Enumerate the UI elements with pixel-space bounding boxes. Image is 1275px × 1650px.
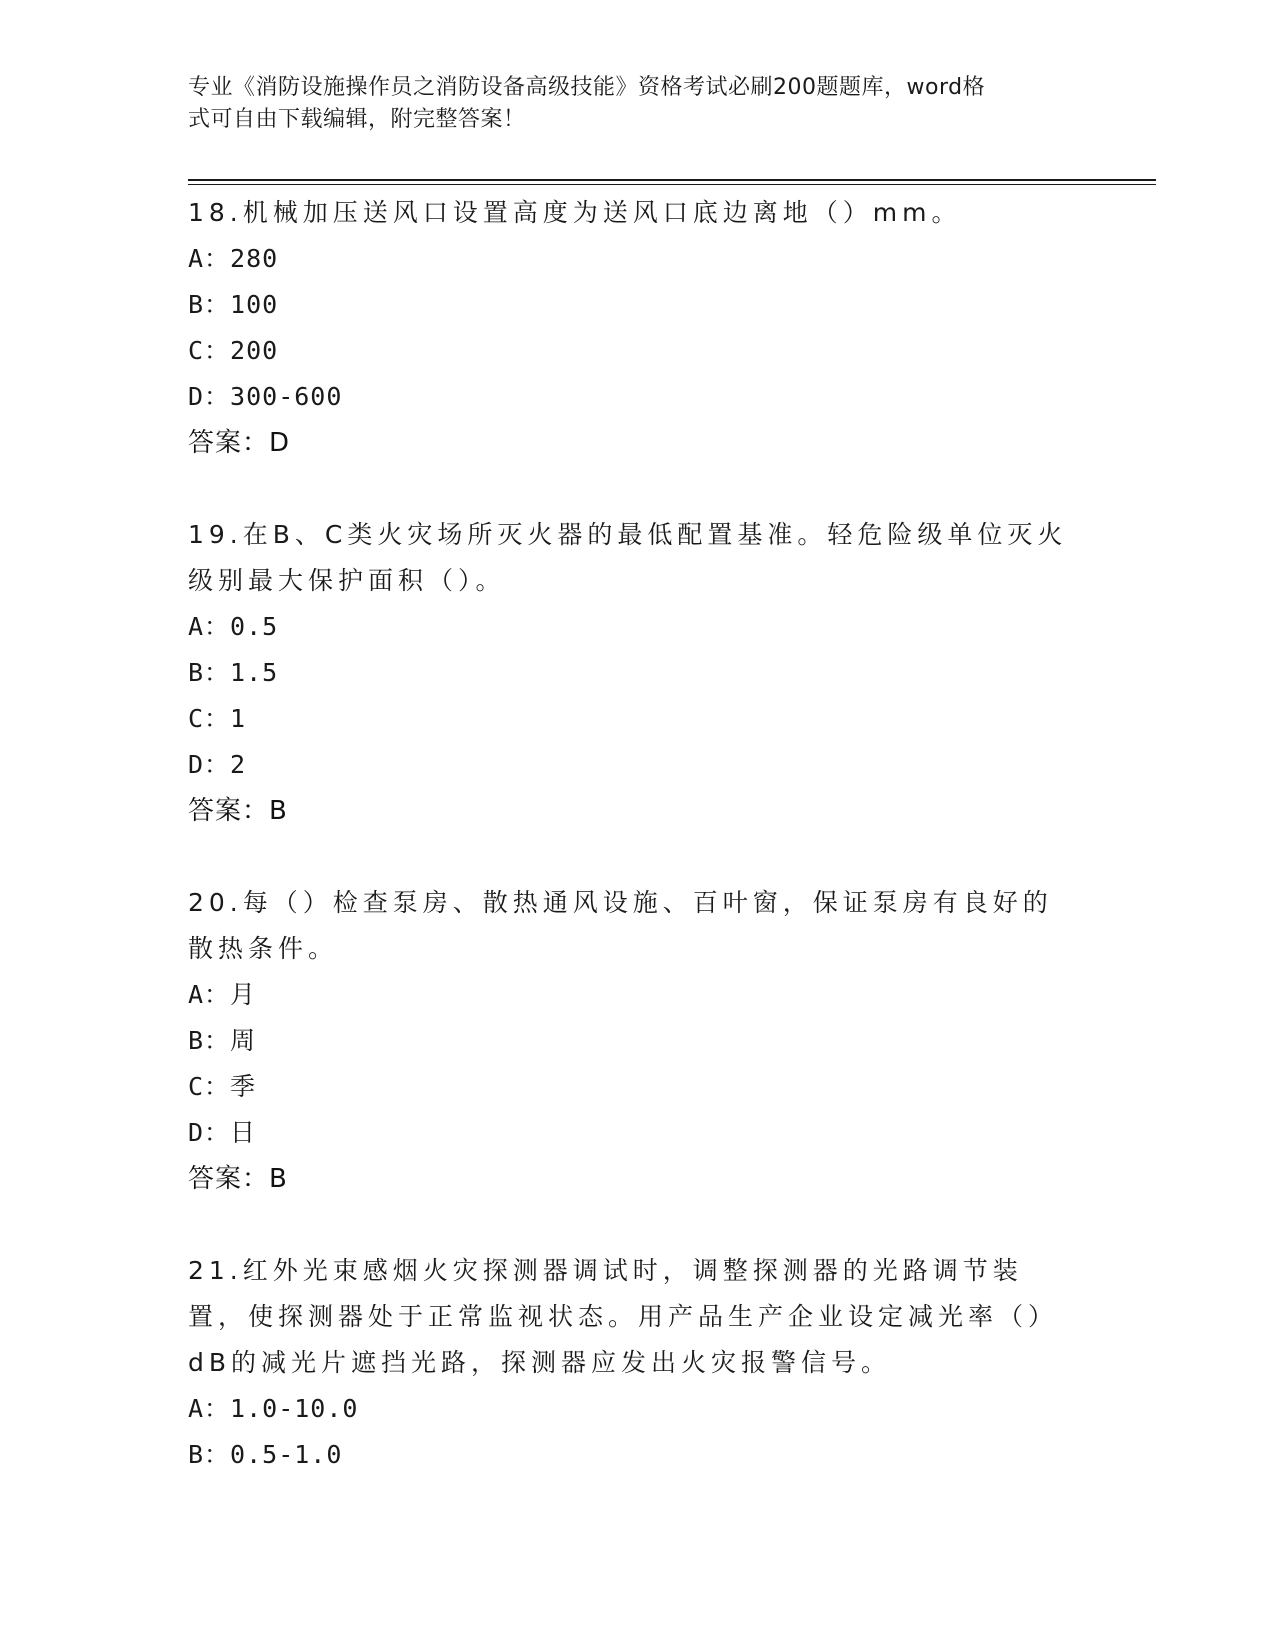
option-b: B：0.5-1.0 (188, 1440, 343, 1469)
question-list (188, 190, 1078, 1478)
answer: 答案：B (188, 796, 288, 826)
option-b: B：100 (188, 290, 279, 319)
question-21 (188, 1248, 1078, 1478)
option-d: D：日 (188, 1118, 257, 1147)
option-b: B：周 (188, 1026, 257, 1055)
question-18 (188, 190, 1078, 466)
option-a: A：0.5 (188, 612, 279, 641)
header-line-1: 专业《消防设施操作员之消防设备高级技能》资格考试必刷200题题库，word格 (188, 75, 986, 100)
option-d: D：300-600 (188, 382, 343, 411)
option-a: A：月 (188, 980, 257, 1009)
option-c: C：1 (188, 704, 247, 733)
question-text: 18.机械加压送风口设置高度为送风口底边离地（）mm。 (188, 198, 962, 227)
option-b: B：1.5 (188, 658, 279, 687)
header-divider-thick (188, 179, 1156, 181)
question-text: 21.红外光束感烟火灾探测器调试时，调整探测器的光路调节装置，使探测器处于正常监视状态。用产品生产企业设定减光率（）dB的减光片遮挡光路，探测器应发出火灾报警信号。 (188, 1256, 1059, 1377)
header-line-2: 式可自由下载编辑，附完整答案！ (188, 107, 526, 132)
option-c: C：200 (188, 336, 279, 365)
question-19 (188, 512, 1078, 834)
question-text: 20.每（）检查泵房、散热通风设施、百叶窗，保证泵房有良好的散热条件。 (188, 888, 1053, 963)
option-c: C：季 (188, 1072, 257, 1101)
option-a: A：1.0-10.0 (188, 1394, 359, 1423)
option-d: D：2 (188, 750, 247, 779)
answer: 答案：B (188, 1164, 288, 1194)
option-a: A：280 (188, 244, 279, 273)
question-20 (188, 880, 1078, 1202)
question-text: 19.在B、C类火灾场所灭火器的最低配置基准。轻危险级单位灭火级别最大保护面积（）。 (188, 520, 1068, 595)
header-divider-thin (188, 184, 1156, 185)
document-header (188, 72, 1068, 136)
answer: 答案：D (188, 428, 291, 458)
